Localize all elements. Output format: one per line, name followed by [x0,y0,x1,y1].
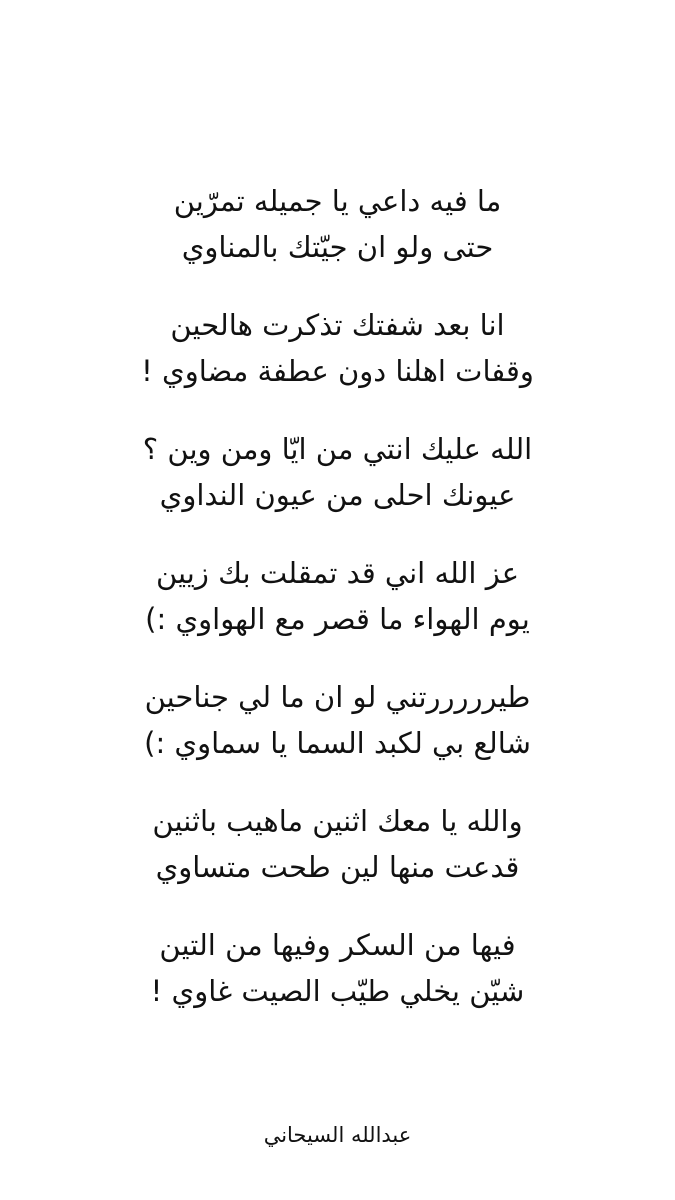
poem [0,178,675,1046]
stanza-5 [0,674,675,798]
poem-line: ما فيه داعي يا جميله تمرّين [173,184,502,218]
stanza-1 [0,178,675,302]
poem-line: يوم الهواء ما قصر مع الهواوي :) [145,602,530,636]
poem-line: قدعت منها لين طحت متساوي [155,850,520,884]
poem-line: طيرررررتني لو ان ما لي جناحين [144,680,531,714]
poem-line: الله عليك انتي من ايّا ومن وين ؟ [142,432,533,466]
stanza-6 [0,798,675,922]
poem-line: شيّن يخلي طيّب الصيت غاوي ! [150,974,525,1008]
stanza-7 [0,922,675,1046]
poem-line: انا بعد شفتك تذكرت هالحين [170,308,505,342]
poem-line: والله يا معك اثنين ماهيب باثنين [152,804,523,838]
author-signature: عبدالله السيحاني [263,1123,412,1147]
stanza-2 [0,302,675,426]
stanza-3 [0,426,675,550]
poem-line: شالع بي لكبد السما يا سماوي :) [144,726,531,760]
poem-line: حتى ولو ان جيّتك بالمناوي [181,230,494,264]
poem-line: عز الله اني قد تمقلت بك زيين [155,556,520,590]
poem-line: عيونك احلى من عيون النداوي [159,478,516,512]
poem-line: وقفات اهلنا دون عطفة مضاوي ! [141,354,534,388]
poem-line: فيها من السكر وفيها من التين [159,928,516,962]
stanza-4 [0,550,675,674]
